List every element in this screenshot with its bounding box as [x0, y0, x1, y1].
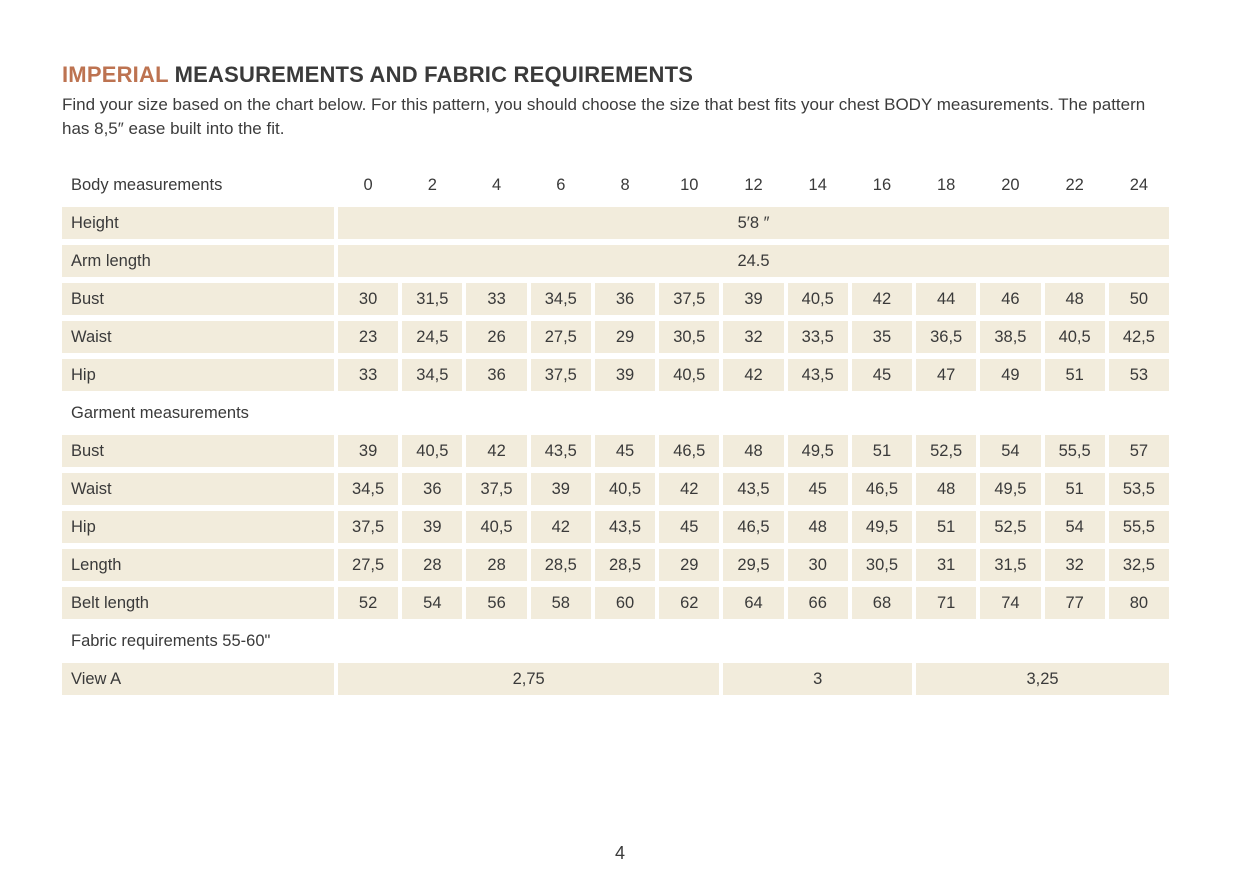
value-cell: 27,5 — [531, 321, 591, 353]
value-cell: 44 — [916, 283, 976, 315]
size-header-cell: 4 — [491, 175, 502, 194]
value-cell: 36 — [402, 473, 462, 505]
value-cell: 45 — [595, 435, 655, 467]
value-cell: 46 — [980, 283, 1040, 315]
title-highlight: IMPERIAL — [62, 62, 169, 87]
value-cell: 29 — [659, 549, 719, 581]
row-label: Belt length — [62, 587, 334, 619]
value-cell: 33 — [466, 283, 526, 315]
value-cell: 29,5 — [723, 549, 783, 581]
value-cell: 48 — [916, 473, 976, 505]
value-cell: 39 — [723, 283, 783, 315]
value-cell: 33 — [338, 359, 398, 391]
value-cell: 57 — [1109, 435, 1169, 467]
value-cell: 33,5 — [788, 321, 848, 353]
value-cell: 74 — [980, 587, 1040, 619]
value-cell: 51 — [1045, 359, 1105, 391]
merged-value-cell: 24.5 — [338, 245, 1169, 277]
value-cell: 43,5 — [788, 359, 848, 391]
value-cell: 54 — [402, 587, 462, 619]
value-cell: 51 — [852, 435, 912, 467]
value-cell: 42 — [852, 283, 912, 315]
value-cell: 53,5 — [1109, 473, 1169, 505]
row-label: View A — [62, 663, 334, 695]
value-cell: 46,5 — [852, 473, 912, 505]
size-header-cell: 12 — [744, 175, 763, 194]
value-cell: 64 — [723, 587, 783, 619]
value-cell: 32 — [723, 321, 783, 353]
value-cell: 53 — [1109, 359, 1169, 391]
value-cell: 52 — [338, 587, 398, 619]
value-cell: 26 — [466, 321, 526, 353]
garment-section-label: Garment measurements — [71, 403, 249, 422]
value-cell: 35 — [852, 321, 912, 353]
value-cell: 30,5 — [852, 549, 912, 581]
value-cell: 45 — [659, 511, 719, 543]
value-cell: 55,5 — [1045, 435, 1105, 467]
value-cell: 42 — [466, 435, 526, 467]
value-cell: 28 — [466, 549, 526, 581]
merged-value-cell: 2,75 — [338, 663, 719, 695]
value-cell: 55,5 — [1109, 511, 1169, 543]
value-cell: 60 — [595, 587, 655, 619]
value-cell: 40,5 — [788, 283, 848, 315]
row-label: Hip — [62, 359, 334, 391]
intro-text: Find your size based on the chart below. For this pattern, you should choose the size that best fits your chest BODY measurements. The pattern has 8,5″ ease built into the fit. — [62, 95, 1146, 138]
value-cell: 68 — [852, 587, 912, 619]
value-cell: 58 — [531, 587, 591, 619]
value-cell: 48 — [1045, 283, 1105, 315]
value-cell: 40,5 — [466, 511, 526, 543]
value-cell: 36 — [466, 359, 526, 391]
row-label: Hip — [62, 511, 334, 543]
value-cell: 34,5 — [402, 359, 462, 391]
value-cell: 48 — [788, 511, 848, 543]
value-cell: 37,5 — [338, 511, 398, 543]
size-header-cell: 16 — [872, 175, 892, 194]
merged-value-cell: 3,25 — [916, 663, 1169, 695]
value-cell: 34,5 — [338, 473, 398, 505]
value-cell: 47 — [916, 359, 976, 391]
value-cell: 54 — [1045, 511, 1105, 543]
value-cell: 42 — [723, 359, 783, 391]
row-label: Arm length — [62, 245, 334, 277]
value-cell: 42,5 — [1109, 321, 1169, 353]
row-label: Bust — [62, 283, 334, 315]
value-cell: 39 — [338, 435, 398, 467]
value-cell: 31,5 — [402, 283, 462, 315]
value-cell: 49 — [980, 359, 1040, 391]
value-cell: 39 — [595, 359, 655, 391]
value-cell: 30 — [338, 283, 398, 315]
value-cell: 28,5 — [595, 549, 655, 581]
size-header-cell: 22 — [1065, 175, 1084, 194]
value-cell: 38,5 — [980, 321, 1040, 353]
table-header-label: Body measurements — [71, 175, 223, 194]
page-title — [62, 62, 1169, 88]
row-label: Waist — [62, 321, 334, 353]
value-cell: 27,5 — [338, 549, 398, 581]
value-cell: 51 — [1045, 473, 1105, 505]
value-cell: 31,5 — [980, 549, 1040, 581]
value-cell: 31 — [916, 549, 976, 581]
value-cell: 77 — [1045, 587, 1105, 619]
size-header-cell: 18 — [937, 175, 956, 194]
value-cell: 39 — [402, 511, 462, 543]
row-label: Length — [62, 549, 334, 581]
row-label: Bust — [62, 435, 334, 467]
row-label: Height — [62, 207, 334, 239]
row-label: Waist — [62, 473, 334, 505]
value-cell: 40,5 — [1045, 321, 1105, 353]
page-content — [62, 62, 1169, 695]
value-cell: 50 — [1109, 283, 1169, 315]
value-cell: 49,5 — [788, 435, 848, 467]
value-cell: 49,5 — [852, 511, 912, 543]
value-cell: 43,5 — [531, 435, 591, 467]
value-cell: 28,5 — [531, 549, 591, 581]
value-cell: 62 — [659, 587, 719, 619]
value-cell: 34,5 — [531, 283, 591, 315]
value-cell: 32,5 — [1109, 549, 1169, 581]
value-cell: 37,5 — [466, 473, 526, 505]
value-cell: 49,5 — [980, 473, 1040, 505]
value-cell: 42 — [531, 511, 591, 543]
value-cell: 30 — [788, 549, 848, 581]
value-cell: 23 — [338, 321, 398, 353]
size-header-cell: 2 — [427, 175, 437, 194]
size-header-cell: 14 — [808, 175, 827, 194]
value-cell: 56 — [466, 587, 526, 619]
value-cell: 80 — [1109, 587, 1169, 619]
size-header-cell: 0 — [363, 175, 373, 194]
size-header-cell: 20 — [1001, 175, 1020, 194]
value-cell: 52,5 — [980, 511, 1040, 543]
title-rest: MEASUREMENTS AND FABRIC REQUIREMENTS — [168, 62, 694, 87]
size-table — [62, 169, 1169, 695]
merged-value-cell: 3 — [723, 663, 912, 695]
value-cell: 54 — [980, 435, 1040, 467]
value-cell: 24,5 — [402, 321, 462, 353]
merged-value-cell: 5′8 ″ — [338, 207, 1169, 239]
value-cell: 43,5 — [595, 511, 655, 543]
value-cell: 43,5 — [723, 473, 783, 505]
size-header-cell: 24 — [1129, 175, 1149, 194]
size-header-cell: 6 — [556, 175, 566, 194]
value-cell: 45 — [788, 473, 848, 505]
value-cell: 40,5 — [659, 359, 719, 391]
value-cell: 66 — [788, 587, 848, 619]
size-header-cell: 10 — [680, 175, 699, 194]
value-cell: 30,5 — [659, 321, 719, 353]
value-cell: 40,5 — [595, 473, 655, 505]
size-header-cell: 8 — [620, 175, 630, 194]
value-cell: 36 — [595, 283, 655, 315]
value-cell: 28 — [402, 549, 462, 581]
value-cell: 40,5 — [402, 435, 462, 467]
value-cell: 48 — [723, 435, 783, 467]
value-cell: 37,5 — [531, 359, 591, 391]
value-cell: 52,5 — [916, 435, 976, 467]
value-cell: 36,5 — [916, 321, 976, 353]
value-cell: 45 — [852, 359, 912, 391]
value-cell: 32 — [1045, 549, 1105, 581]
value-cell: 42 — [659, 473, 719, 505]
value-cell: 51 — [916, 511, 976, 543]
value-cell: 46,5 — [723, 511, 783, 543]
fabric-section-label: Fabric requirements 55-60" — [71, 631, 271, 650]
value-cell: 37,5 — [659, 283, 719, 315]
value-cell: 46,5 — [659, 435, 719, 467]
value-cell: 29 — [595, 321, 655, 353]
value-cell: 39 — [531, 473, 591, 505]
value-cell: 71 — [916, 587, 976, 619]
page-number: 4 — [614, 843, 625, 863]
